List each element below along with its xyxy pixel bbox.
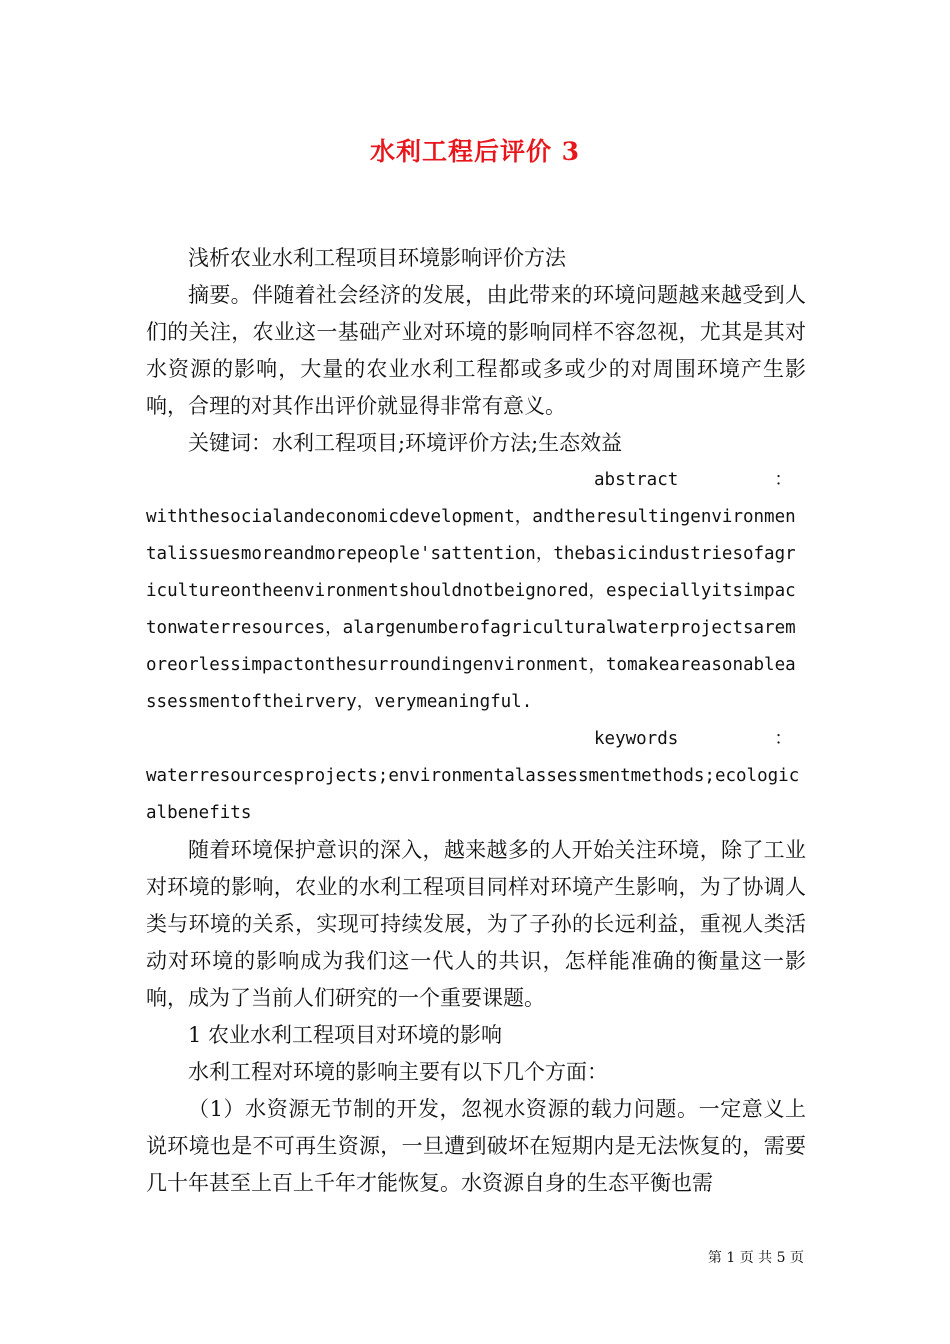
article-heading: 浅析农业水利工程项目环境影响评价方法	[188, 246, 566, 270]
keywords-english-colon: ：	[774, 729, 792, 749]
abstract-english-label-row	[146, 462, 806, 499]
keywords-chinese: 关键词：水利工程项目;环境评价方法;生态效益	[188, 431, 623, 455]
abstract-english-colon: ：	[774, 470, 792, 490]
abstract-english-label: abstract	[594, 470, 679, 490]
page-footer: 第 1 页 共 5 页	[707, 1250, 804, 1266]
point-paragraph: （1）水资源无节制的开发，忽视水资源的载力问题。一定意义上说环境也是不可再生资源，一旦遭到破坏在短期内是无法恢复的，需要几十年甚至上百上千年才能恢复。水资源自身的生态平衡也需	[146, 1097, 806, 1195]
section-heading: 1 农业水利工程项目对环境的影响	[188, 1023, 503, 1047]
section-intro: 水利工程对环境的影响主要有以下几个方面：	[188, 1060, 608, 1084]
keywords-english-label-row	[146, 721, 806, 758]
abstract-chinese: 摘要。伴随着社会经济的发展，由此带来的环境问题越来越受到人们的关注，农业这一基础产业对环境的影响同样不容忽视，尤其是其对水资源的影响，大量的农业水利工程都或多或少的对周围环境产生影响，合理的对其作出评价就显得非常有意义。	[146, 283, 806, 418]
keywords-english: waterresourcesprojects;environmentalassessmentmethods;ecologicalbenefits	[146, 766, 800, 823]
abstract-english: withthesocialandeconomicdevelopment，andtheresultingenvironmentalissuesmoreandmorepeople'sattention，thebasicindustriesofagricultureontheenvironmentshouldnotbeignored，especiallyitsimpactonwaterresources，alargenumberofagriculturalwaterprojectsaremoreorlessimpactonthesurroundingenvironment，tomakeareasonableassessmentoftheirvery，verymeaningful.	[146, 507, 796, 712]
keywords-english-label: keywords	[594, 729, 679, 749]
intro-paragraph: 随着环境保护意识的深入，越来越多的人开始关注环境，除了工业对环境的影响，农业的水利工程项目同样对环境产生影响，为了协调人类与环境的关系，实现可持续发展，为了子孙的长远利益，重视人类活动对环境的影响成为我们这一代人的共识，怎样能准确的衡量这一影响，成为了当前人们研究的一个重要课题。	[146, 838, 806, 1010]
page-title: 水利工程后评价 3	[369, 137, 581, 166]
document-body	[146, 240, 806, 1202]
